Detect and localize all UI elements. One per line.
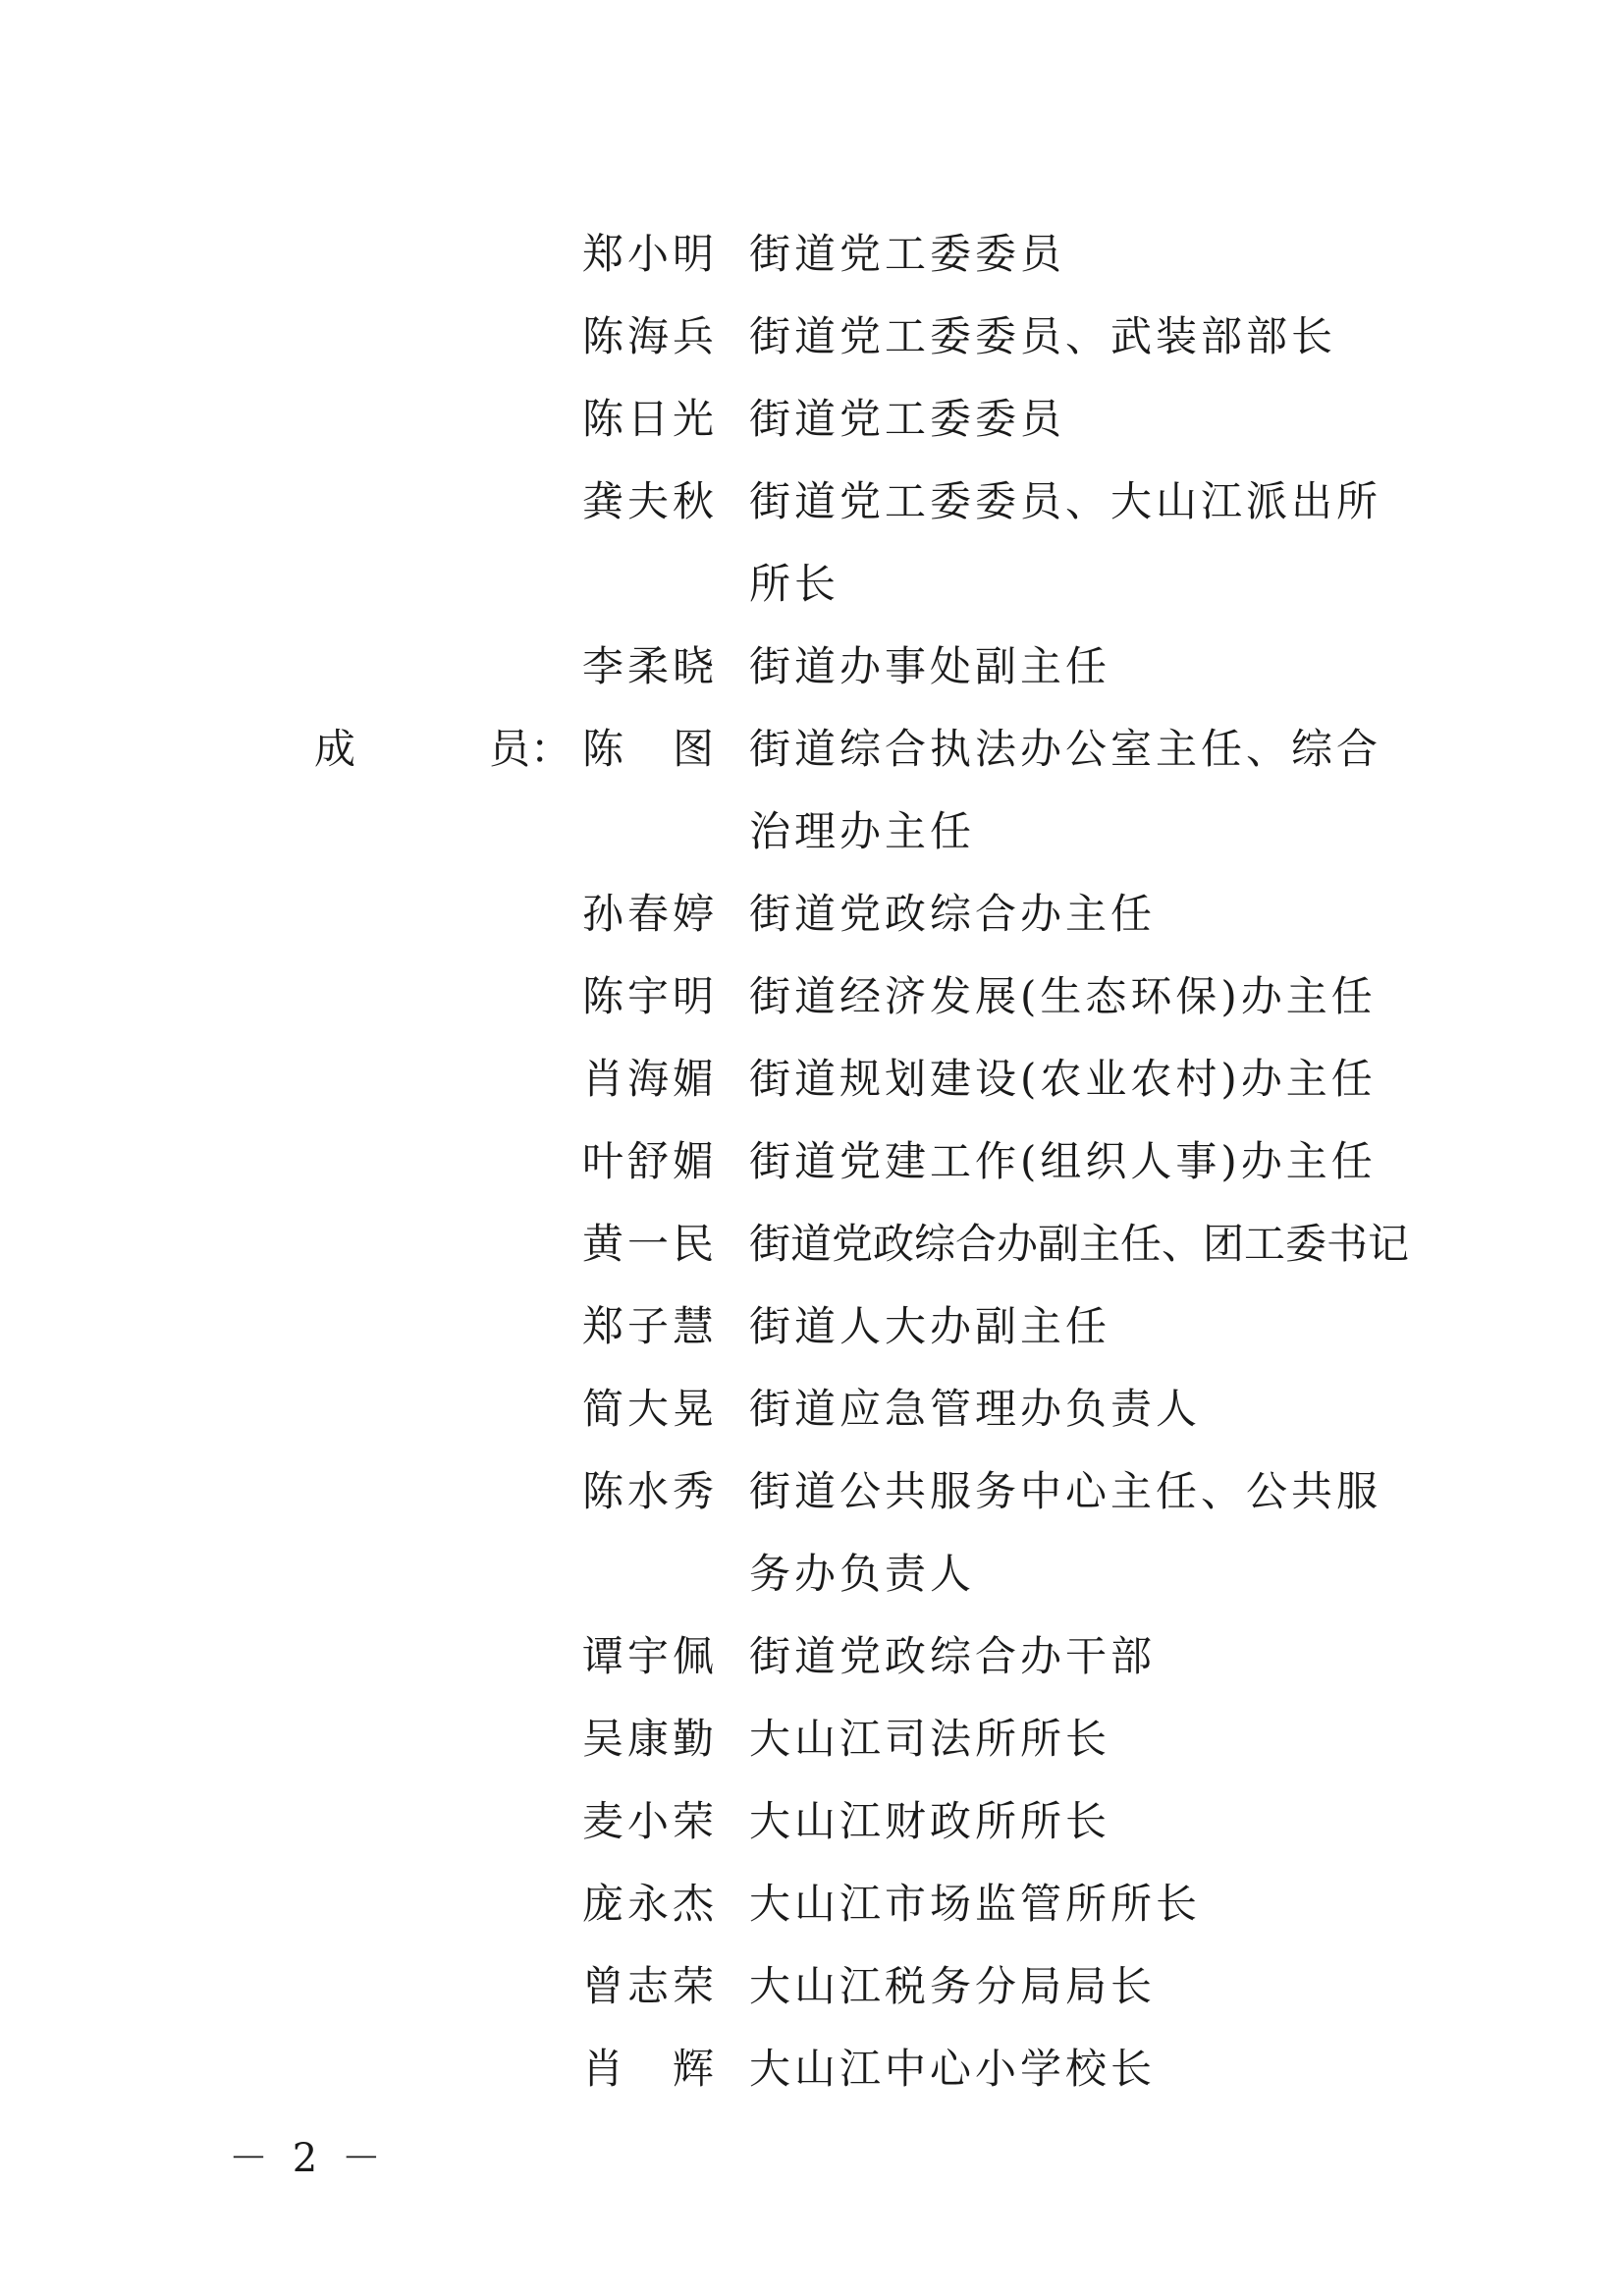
member-role: 街道党工委委员: [749, 395, 1066, 443]
member-row: [0, 1038, 1623, 1121]
member-role-continuation: 务办负责人: [749, 1550, 976, 1598]
member-name: 麦小荣: [582, 1797, 719, 1845]
member-name: 吴康勤: [582, 1715, 719, 1763]
member-row: [0, 1450, 1623, 1533]
member-role: 街道经济发展(生态环保)办主任: [749, 972, 1377, 1020]
member-row: [0, 1121, 1623, 1203]
member-row: [0, 1780, 1623, 1863]
member-role: 街道公共服务中心主任、公共服: [749, 1467, 1382, 1515]
member-name: 曾志荣: [582, 1962, 719, 2010]
member-role: 街道人大办副主任: [749, 1302, 1111, 1350]
member-name: 龚夫秋: [582, 477, 719, 525]
member-row: [0, 1698, 1623, 1780]
member-row: [0, 1615, 1623, 1698]
member-role: 街道党工委委员、大山江派出所: [749, 477, 1382, 525]
member-row: [0, 461, 1623, 543]
member-name: 陈 图: [582, 725, 719, 773]
member-role: 街道党政综合办干部: [749, 1632, 1157, 1680]
member-role: 大山江中心小学校长: [749, 2045, 1157, 2093]
member-row: [0, 1863, 1623, 1945]
member-row: [0, 956, 1623, 1038]
member-role: 街道党建工作(组织人事)办主任: [749, 1137, 1377, 1185]
member-name: 郑小明: [582, 230, 719, 278]
member-row: [0, 873, 1623, 956]
member-role: 街道应急管理办负责人: [749, 1385, 1202, 1433]
member-row: [0, 1203, 1623, 1285]
member-role: 街道综合执法办公室主任、综合: [749, 725, 1382, 773]
member-name: 谭宇佩: [582, 1632, 719, 1680]
member-role: 街道办事处副主任: [749, 642, 1111, 690]
member-row: [0, 1368, 1623, 1450]
member-name: 李柔晓: [582, 642, 719, 690]
member-row: [0, 378, 1623, 461]
members-group-label-second: 员：: [489, 725, 572, 773]
member-role: 街道党工委委员: [749, 230, 1066, 278]
member-name: 孙春婷: [582, 890, 719, 938]
member-row-continuation: [0, 791, 1623, 873]
member-row: [0, 213, 1623, 296]
member-row: [0, 1945, 1623, 2028]
member-role: 大山江市场监管所所长: [749, 1880, 1202, 1928]
member-name: 陈水秀: [582, 1467, 719, 1515]
member-row: [0, 2028, 1623, 2110]
member-name: 肖 辉: [582, 2045, 719, 2093]
member-row-continuation: [0, 543, 1623, 626]
member-role: 街道党政综合办副主任、团工委书记: [749, 1220, 1410, 1268]
member-role: 大山江税务分局局长: [749, 1962, 1157, 2010]
member-role: 街道规划建设(农业农村)办主任: [749, 1055, 1377, 1103]
member-name: 叶舒媚: [582, 1137, 719, 1185]
member-role: 大山江财政所所长: [749, 1797, 1111, 1845]
member-role: 大山江司法所所长: [749, 1715, 1111, 1763]
member-row: [0, 708, 1623, 791]
member-role-continuation: 治理办主任: [749, 807, 976, 855]
member-row: [0, 626, 1623, 708]
member-name: 陈宇明: [582, 972, 719, 1020]
member-role-continuation: 所长: [749, 560, 840, 608]
member-name: 肖海媚: [582, 1055, 719, 1103]
member-role: 街道党工委委员、武装部部长: [749, 312, 1337, 360]
member-name: 陈海兵: [582, 312, 719, 360]
member-name: 简大晃: [582, 1385, 719, 1433]
member-row-continuation: [0, 1533, 1623, 1615]
member-row: [0, 1285, 1623, 1368]
member-name: 陈日光: [582, 395, 719, 443]
members-group-label-first: 成: [314, 725, 356, 773]
member-name: 郑子慧: [582, 1302, 719, 1350]
member-name: 庞永杰: [582, 1880, 719, 1928]
page-number: － 2 －: [229, 2136, 387, 2181]
member-row: [0, 296, 1623, 378]
member-role: 街道党政综合办主任: [749, 890, 1157, 938]
member-name: 黄一民: [582, 1220, 719, 1268]
